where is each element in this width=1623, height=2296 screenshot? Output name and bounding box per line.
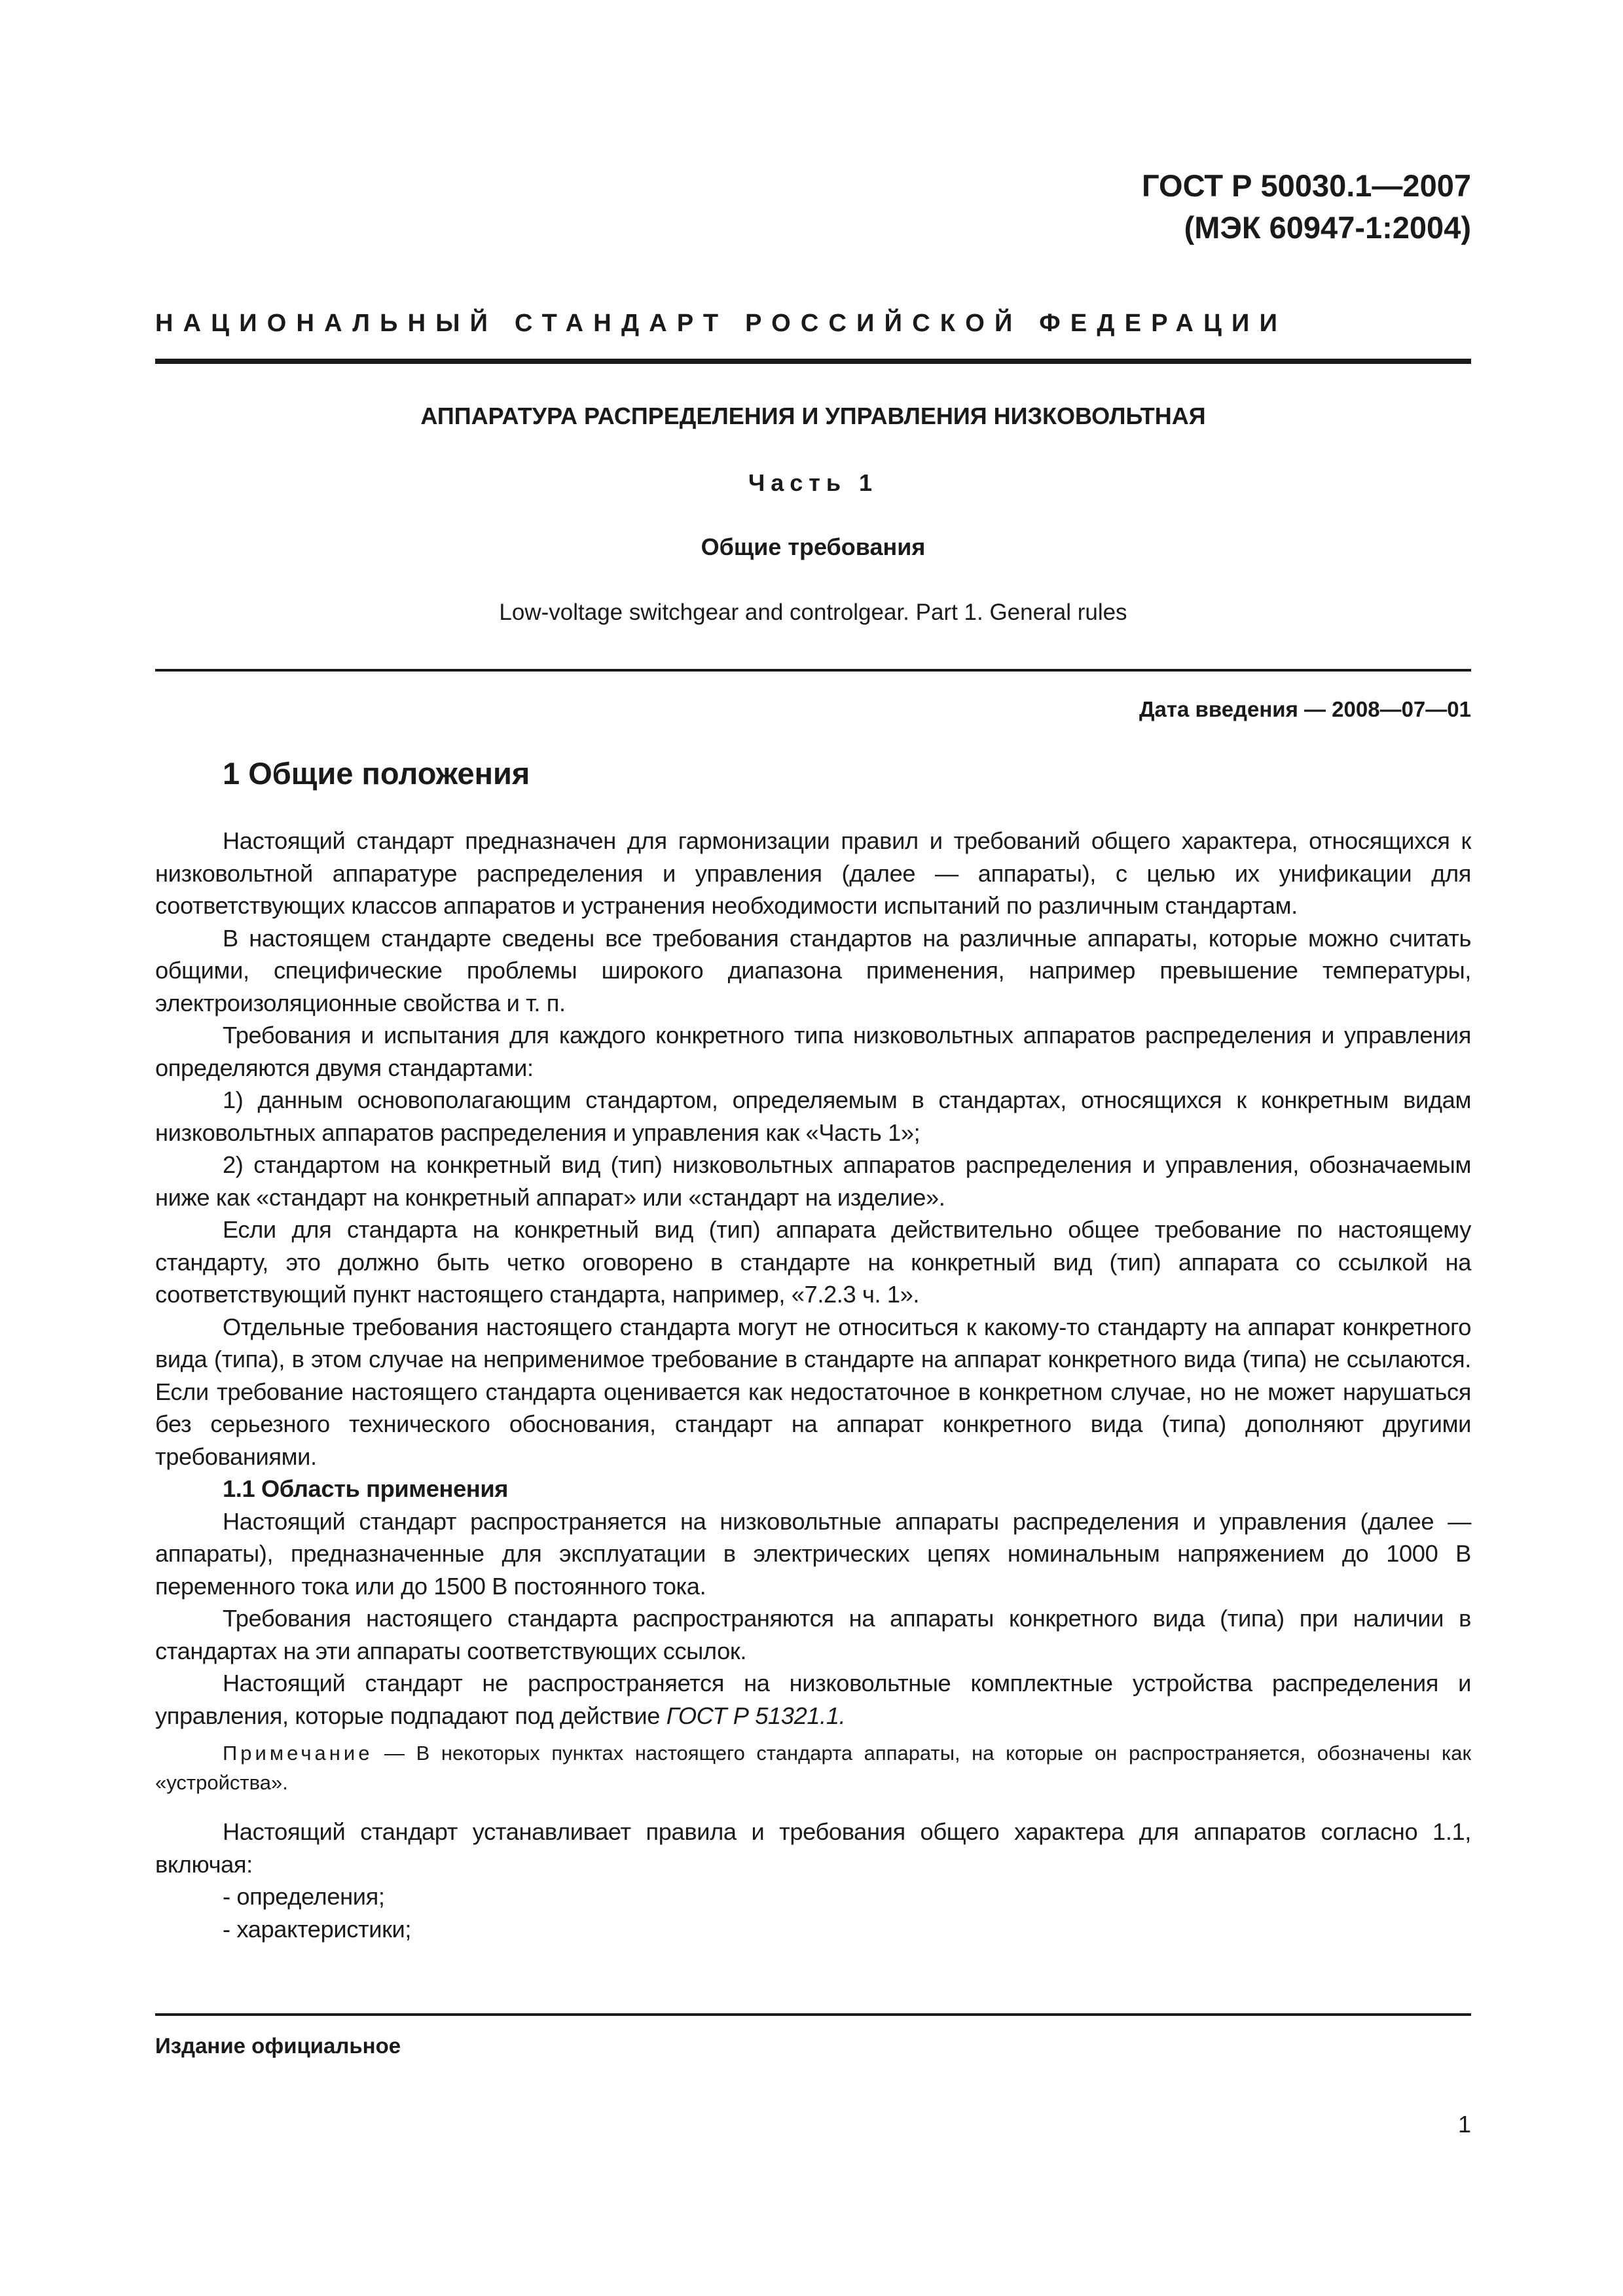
paragraph: Требования настоящего стандарта распространяются на аппараты конкретного вида (типа) при наличии в стандартах на эти аппараты соответствующих ссылок. (155, 1605, 1471, 1664)
page-number: 1 (1457, 2111, 1471, 2138)
standard-reference: ГОСТ Р 51321.1. (666, 1702, 846, 1729)
national-standard-heading: НАЦИОНАЛЬНЫЙ СТАНДАРТ РОССИЙСКОЙ ФЕДЕРАЦИИ (155, 310, 1288, 337)
note-text: В некоторых пунктах настоящего стандарта аппараты, на которые он распространяется, обозначены как «устройства». (155, 1742, 1472, 1794)
paragraph: Требования и испытания для каждого конкретного типа низковольтных аппаратов распределения и управления определяются двумя стандартами: (155, 1022, 1471, 1081)
paragraph: Если для стандарта на конкретный вид (тип) аппарата действительно общее требование по настоящему стандарту, это должно быть четко оговорено в стандарте на конкретный вид (тип) аппарата со ссылкой на соответствующий пункт настоящего стандарта, например, «7.2.3 ч. 1». (155, 1216, 1471, 1308)
section-title: 1 Общие положения (223, 756, 530, 791)
list-item-numbered: 1) данным основополагающим стандартом, определяемым в стандартах, относящихся к конкретным видам низковольтных аппаратов распределения и управления как «Часть 1»; (155, 1086, 1471, 1146)
note (155, 1738, 1471, 1797)
paragraph: Настоящий стандарт предназначен для гармонизации правил и требований общего характера, относящихся к низковольтной аппаратуре распределения и управления (далее — аппараты), с целью их унификации для соответствующих классов аппаратов и устранения необходимости испытаний по различным стандартам. (155, 827, 1471, 919)
note-separator: — (373, 1742, 416, 1765)
edition-label: Издание официальное (155, 2034, 401, 2058)
list-item: - определения; (223, 1883, 385, 1910)
standard-number: ГОСТ Р 50030.1—2007 (1142, 168, 1471, 203)
document-identifier (1142, 165, 1471, 249)
introduction-date: Дата введения — 2008—07—01 (1139, 697, 1471, 721)
paragraph: Отдельные требования настоящего стандарта могут не относиться к какому-то стандарту на аппарат конкретного вида (типа), в этом случае на неприменимое требование в стандарте на аппарат конкретного вида (типа) не ссылаются. Если требование настоящего стандарта оценивается как недостаточное в конкретном случае, но не может нарушаться без серьезного технического обоснования, стандарт на аппарат конкретного вида (типа) дополняют другими требованиями. (155, 1313, 1471, 1470)
paragraph: Настоящий стандарт устанавливает правила и требования общего характера для аппаратов согласно 1.1, включая: (155, 1818, 1471, 1878)
paragraph: В настоящем стандарте сведены все требования стандартов на различные аппараты, которые можно считать общими, специфические проблемы широкого диапазона применения, например превышение температуры, электроизоляционные свойства и т. п. (155, 924, 1471, 1016)
list-item: - характеристики; (223, 1915, 412, 1943)
document-title: АППАРАТУРА РАСПРЕДЕЛЕНИЯ И УПРАВЛЕНИЯ НИЗКОВОЛЬТНАЯ (420, 403, 1206, 429)
subsection-title: 1.1 Область применения (223, 1475, 509, 1502)
part-label: Часть 1 (748, 469, 879, 496)
paragraph (155, 1667, 1471, 1732)
paragraph: Настоящий стандарт распространяется на низковольтные аппараты распределения и управления (далее — аппараты), предназначенные для эксплуатации в электрических цепях номинальным напряжением до 1000 В переменного тока или до 1500 В постоянного тока. (155, 1507, 1471, 1600)
title-divider (155, 669, 1471, 672)
section-body (155, 825, 1471, 1945)
paragraph-text: Настоящий стандарт не распространяется на низковольтные комплектные устройства распределения и управления, которые подпадают под действие (155, 1670, 1471, 1729)
list-item-numbered: 2) стандартом на конкретный вид (тип) низковольтных аппаратов распределения и управления, обозначаемым ниже как «стандарт на конкретный аппарат» или «стандарт на изделие». (155, 1151, 1471, 1211)
iec-reference: (МЭК 60947-1:2004) (1184, 210, 1471, 245)
english-title: Low-voltage switchgear and controlgear. Part 1. General rules (499, 600, 1127, 625)
document-subtitle: Общие требования (701, 533, 926, 560)
note-label: Примечание (223, 1742, 373, 1765)
footer-divider (155, 2013, 1471, 2016)
header-divider (155, 359, 1471, 364)
